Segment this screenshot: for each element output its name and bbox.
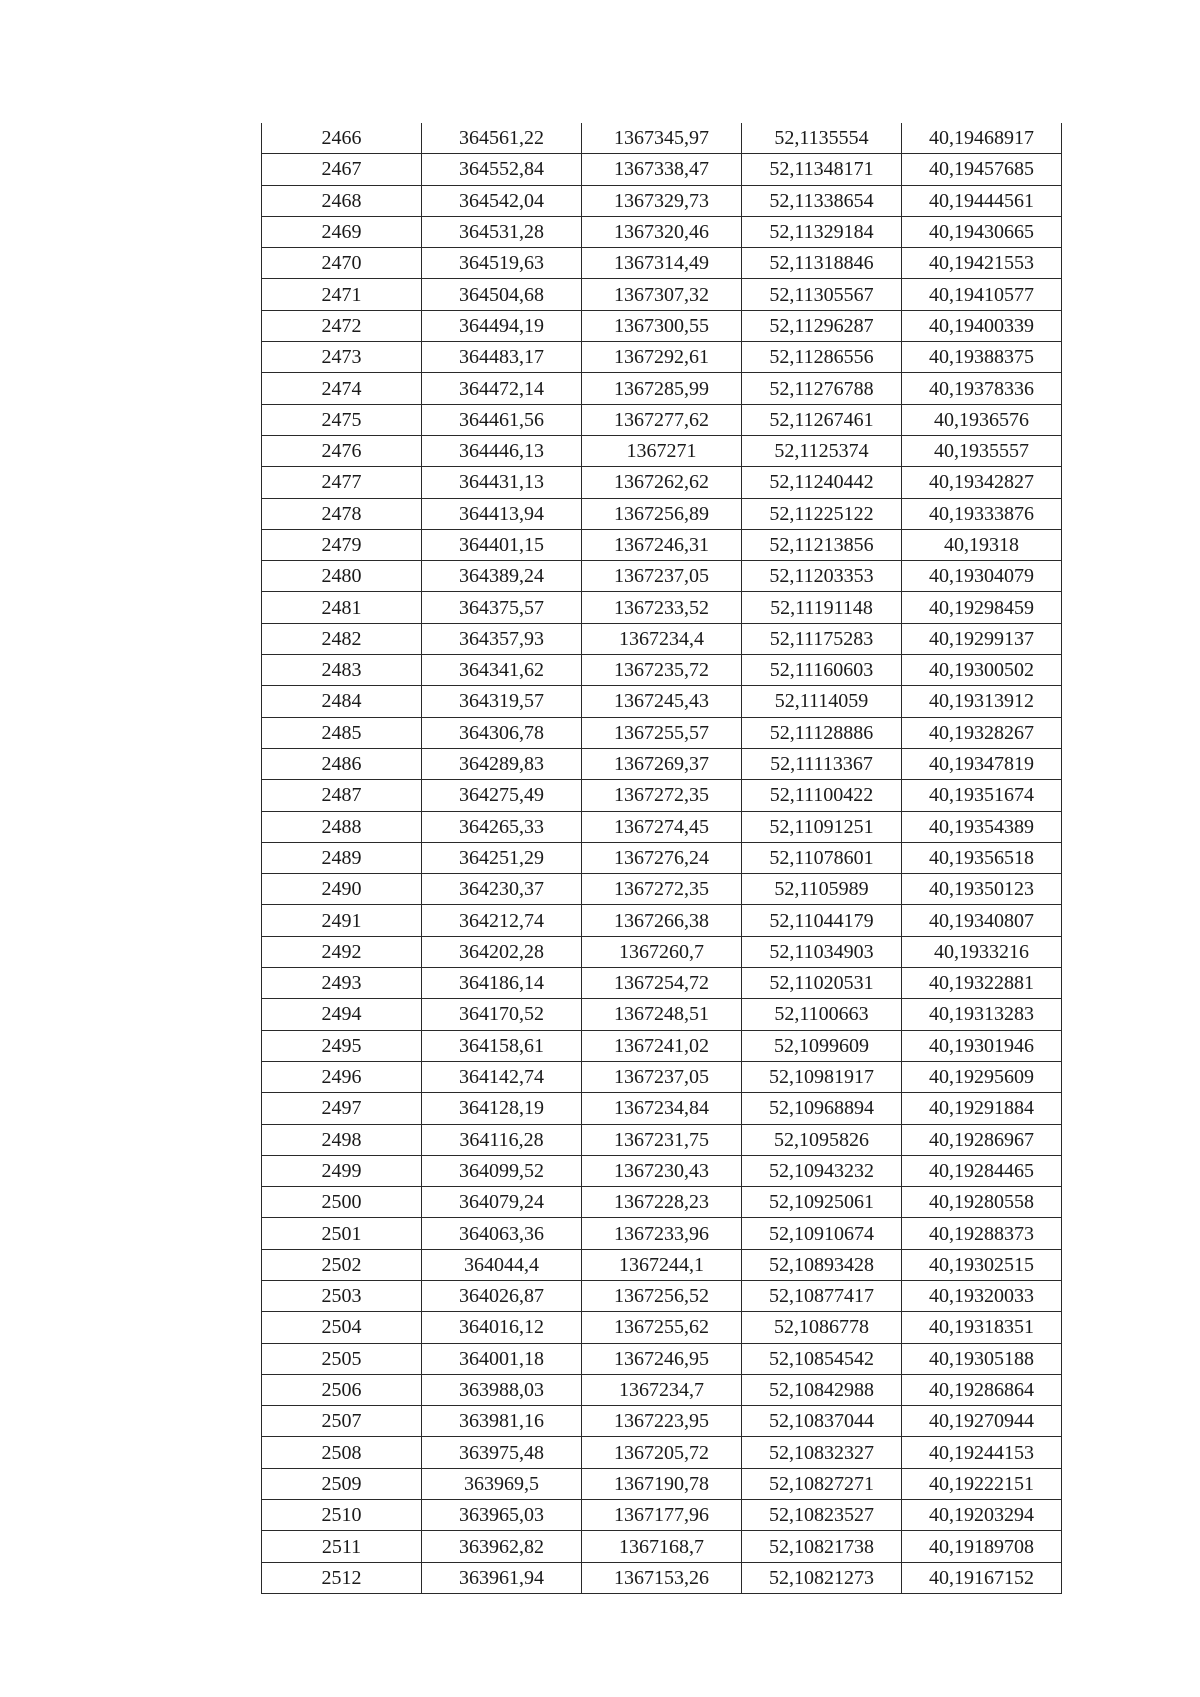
table-row [262, 1218, 1062, 1249]
table-row [262, 780, 1062, 811]
x-coordinate-cell: 364128,19 [422, 1093, 582, 1124]
point-number-cell: 2491 [262, 905, 422, 936]
table-row [262, 968, 1062, 999]
latitude-cell: 52,11128886 [742, 717, 902, 748]
y-coordinate-cell: 1367260,7 [582, 936, 742, 967]
point-number-cell: 2484 [262, 686, 422, 717]
y-coordinate-cell: 1367233,96 [582, 1218, 742, 1249]
longitude-cell: 40,19354389 [902, 811, 1062, 842]
latitude-cell: 52,11329184 [742, 216, 902, 247]
y-coordinate-cell: 1367255,62 [582, 1312, 742, 1343]
latitude-cell: 52,10877417 [742, 1280, 902, 1311]
table-row [262, 1437, 1062, 1468]
y-coordinate-cell: 1367244,1 [582, 1249, 742, 1280]
table-row [262, 1093, 1062, 1124]
table-row [262, 279, 1062, 310]
table-row [262, 1500, 1062, 1531]
table-row [262, 936, 1062, 967]
y-coordinate-cell: 1367248,51 [582, 999, 742, 1030]
longitude-cell: 40,19340807 [902, 905, 1062, 936]
x-coordinate-cell: 364319,57 [422, 686, 582, 717]
longitude-cell: 40,19318351 [902, 1312, 1062, 1343]
longitude-cell: 40,1936576 [902, 404, 1062, 435]
table-row [262, 123, 1062, 154]
longitude-cell: 40,19304079 [902, 561, 1062, 592]
longitude-cell: 40,19302515 [902, 1249, 1062, 1280]
point-number-cell: 2467 [262, 154, 422, 185]
latitude-cell: 52,1099609 [742, 1030, 902, 1061]
longitude-cell: 40,19288373 [902, 1218, 1062, 1249]
table-row [262, 592, 1062, 623]
latitude-cell: 52,11203353 [742, 561, 902, 592]
longitude-cell: 40,19421553 [902, 248, 1062, 279]
latitude-cell: 52,11338654 [742, 185, 902, 216]
point-number-cell: 2487 [262, 780, 422, 811]
latitude-cell: 52,1105989 [742, 874, 902, 905]
longitude-cell: 40,19305188 [902, 1343, 1062, 1374]
table-row [262, 248, 1062, 279]
y-coordinate-cell: 1367314,49 [582, 248, 742, 279]
table-row [262, 435, 1062, 466]
point-number-cell: 2493 [262, 968, 422, 999]
x-coordinate-cell: 364357,93 [422, 623, 582, 654]
x-coordinate-cell: 364099,52 [422, 1155, 582, 1186]
table-row [262, 874, 1062, 905]
x-coordinate-cell: 364552,84 [422, 154, 582, 185]
latitude-cell: 52,1135554 [742, 123, 902, 154]
point-number-cell: 2496 [262, 1061, 422, 1092]
y-coordinate-cell: 1367168,7 [582, 1531, 742, 1562]
table-row [262, 1531, 1062, 1562]
longitude-cell: 40,19342827 [902, 467, 1062, 498]
y-coordinate-cell: 1367300,55 [582, 310, 742, 341]
latitude-cell: 52,11191148 [742, 592, 902, 623]
latitude-cell: 52,10854542 [742, 1343, 902, 1374]
point-number-cell: 2500 [262, 1187, 422, 1218]
table-row [262, 905, 1062, 936]
x-coordinate-cell: 364341,62 [422, 655, 582, 686]
table-row [262, 842, 1062, 873]
latitude-cell: 52,11296287 [742, 310, 902, 341]
longitude-cell: 40,19286864 [902, 1374, 1062, 1405]
x-coordinate-cell: 364519,63 [422, 248, 582, 279]
y-coordinate-cell: 1367256,52 [582, 1280, 742, 1311]
x-coordinate-cell: 363981,16 [422, 1406, 582, 1437]
x-coordinate-cell: 364001,18 [422, 1343, 582, 1374]
y-coordinate-cell: 1367190,78 [582, 1468, 742, 1499]
latitude-cell: 52,10925061 [742, 1187, 902, 1218]
point-number-cell: 2498 [262, 1124, 422, 1155]
x-coordinate-cell: 364063,36 [422, 1218, 582, 1249]
x-coordinate-cell: 363961,94 [422, 1562, 582, 1593]
point-number-cell: 2485 [262, 717, 422, 748]
x-coordinate-cell: 364016,12 [422, 1312, 582, 1343]
longitude-cell: 40,19167152 [902, 1562, 1062, 1593]
longitude-cell: 40,19328267 [902, 717, 1062, 748]
table-row [262, 811, 1062, 842]
x-coordinate-cell: 364375,57 [422, 592, 582, 623]
latitude-cell: 52,1086778 [742, 1312, 902, 1343]
y-coordinate-cell: 1367235,72 [582, 655, 742, 686]
longitude-cell: 40,19313912 [902, 686, 1062, 717]
longitude-cell: 40,1935557 [902, 435, 1062, 466]
table-row [262, 1155, 1062, 1186]
latitude-cell: 52,1100663 [742, 999, 902, 1030]
latitude-cell: 52,10821738 [742, 1531, 902, 1562]
x-coordinate-cell: 364401,15 [422, 529, 582, 560]
point-number-cell: 2509 [262, 1468, 422, 1499]
x-coordinate-cell: 364212,74 [422, 905, 582, 936]
longitude-cell: 40,19351674 [902, 780, 1062, 811]
table-row [262, 1187, 1062, 1218]
y-coordinate-cell: 1367285,99 [582, 373, 742, 404]
latitude-cell: 52,11305567 [742, 279, 902, 310]
y-coordinate-cell: 1367153,26 [582, 1562, 742, 1593]
y-coordinate-cell: 1367256,89 [582, 498, 742, 529]
longitude-cell: 40,19300502 [902, 655, 1062, 686]
y-coordinate-cell: 1367237,05 [582, 561, 742, 592]
y-coordinate-cell: 1367230,43 [582, 1155, 742, 1186]
longitude-cell: 40,19430665 [902, 216, 1062, 247]
latitude-cell: 52,11286556 [742, 342, 902, 373]
x-coordinate-cell: 364026,87 [422, 1280, 582, 1311]
y-coordinate-cell: 1367276,24 [582, 842, 742, 873]
longitude-cell: 40,19298459 [902, 592, 1062, 623]
longitude-cell: 40,19189708 [902, 1531, 1062, 1562]
y-coordinate-cell: 1367262,62 [582, 467, 742, 498]
coordinate-table-page [261, 123, 1061, 1594]
x-coordinate-cell: 364461,56 [422, 404, 582, 435]
x-coordinate-cell: 364494,19 [422, 310, 582, 341]
table-row [262, 655, 1062, 686]
table-row [262, 717, 1062, 748]
longitude-cell: 40,19318 [902, 529, 1062, 560]
coordinate-table [261, 123, 1062, 1594]
y-coordinate-cell: 1367246,95 [582, 1343, 742, 1374]
longitude-cell: 40,19322881 [902, 968, 1062, 999]
point-number-cell: 2483 [262, 655, 422, 686]
latitude-cell: 52,10832327 [742, 1437, 902, 1468]
x-coordinate-cell: 364044,4 [422, 1249, 582, 1280]
x-coordinate-cell: 364186,14 [422, 968, 582, 999]
y-coordinate-cell: 1367338,47 [582, 154, 742, 185]
longitude-cell: 40,19270944 [902, 1406, 1062, 1437]
longitude-cell: 40,19295609 [902, 1061, 1062, 1092]
point-number-cell: 2480 [262, 561, 422, 592]
y-coordinate-cell: 1367234,4 [582, 623, 742, 654]
longitude-cell: 40,19444561 [902, 185, 1062, 216]
point-number-cell: 2468 [262, 185, 422, 216]
point-number-cell: 2512 [262, 1562, 422, 1593]
point-number-cell: 2474 [262, 373, 422, 404]
y-coordinate-cell: 1367272,35 [582, 780, 742, 811]
y-coordinate-cell: 1367274,45 [582, 811, 742, 842]
point-number-cell: 2471 [262, 279, 422, 310]
coordinate-table-body [262, 123, 1062, 1593]
table-row [262, 1312, 1062, 1343]
point-number-cell: 2494 [262, 999, 422, 1030]
y-coordinate-cell: 1367320,46 [582, 216, 742, 247]
longitude-cell: 40,19203294 [902, 1500, 1062, 1531]
x-coordinate-cell: 364116,28 [422, 1124, 582, 1155]
x-coordinate-cell: 364079,24 [422, 1187, 582, 1218]
longitude-cell: 40,19378336 [902, 373, 1062, 404]
point-number-cell: 2479 [262, 529, 422, 560]
x-coordinate-cell: 364306,78 [422, 717, 582, 748]
longitude-cell: 40,19284465 [902, 1155, 1062, 1186]
point-number-cell: 2489 [262, 842, 422, 873]
y-coordinate-cell: 1367271 [582, 435, 742, 466]
latitude-cell: 52,1095826 [742, 1124, 902, 1155]
longitude-cell: 40,19313283 [902, 999, 1062, 1030]
point-number-cell: 2466 [262, 123, 422, 154]
table-row [262, 310, 1062, 341]
x-coordinate-cell: 364542,04 [422, 185, 582, 216]
latitude-cell: 52,10943232 [742, 1155, 902, 1186]
point-number-cell: 2490 [262, 874, 422, 905]
table-row [262, 216, 1062, 247]
table-row [262, 748, 1062, 779]
latitude-cell: 52,11160603 [742, 655, 902, 686]
point-number-cell: 2507 [262, 1406, 422, 1437]
latitude-cell: 52,11267461 [742, 404, 902, 435]
x-coordinate-cell: 364230,37 [422, 874, 582, 905]
y-coordinate-cell: 1367329,73 [582, 185, 742, 216]
latitude-cell: 52,10910674 [742, 1218, 902, 1249]
latitude-cell: 52,11175283 [742, 623, 902, 654]
y-coordinate-cell: 1367255,57 [582, 717, 742, 748]
longitude-cell: 40,19388375 [902, 342, 1062, 373]
latitude-cell: 52,10821273 [742, 1562, 902, 1593]
point-number-cell: 2475 [262, 404, 422, 435]
y-coordinate-cell: 1367241,02 [582, 1030, 742, 1061]
longitude-cell: 40,19301946 [902, 1030, 1062, 1061]
y-coordinate-cell: 1367228,23 [582, 1187, 742, 1218]
point-number-cell: 2482 [262, 623, 422, 654]
x-coordinate-cell: 364265,33 [422, 811, 582, 842]
point-number-cell: 2470 [262, 248, 422, 279]
point-number-cell: 2472 [262, 310, 422, 341]
longitude-cell: 40,19350123 [902, 874, 1062, 905]
latitude-cell: 52,11091251 [742, 811, 902, 842]
point-number-cell: 2505 [262, 1343, 422, 1374]
point-number-cell: 2510 [262, 1500, 422, 1531]
point-number-cell: 2511 [262, 1531, 422, 1562]
longitude-cell: 40,19280558 [902, 1187, 1062, 1218]
x-coordinate-cell: 364483,17 [422, 342, 582, 373]
latitude-cell: 52,1114059 [742, 686, 902, 717]
table-row [262, 686, 1062, 717]
longitude-cell: 40,19457685 [902, 154, 1062, 185]
point-number-cell: 2486 [262, 748, 422, 779]
latitude-cell: 52,11318846 [742, 248, 902, 279]
table-row [262, 498, 1062, 529]
table-row [262, 1374, 1062, 1405]
point-number-cell: 2481 [262, 592, 422, 623]
x-coordinate-cell: 363962,82 [422, 1531, 582, 1562]
x-coordinate-cell: 364251,29 [422, 842, 582, 873]
latitude-cell: 52,10837044 [742, 1406, 902, 1437]
table-row [262, 404, 1062, 435]
latitude-cell: 52,11020531 [742, 968, 902, 999]
point-number-cell: 2477 [262, 467, 422, 498]
latitude-cell: 52,11240442 [742, 467, 902, 498]
table-row [262, 999, 1062, 1030]
x-coordinate-cell: 364504,68 [422, 279, 582, 310]
latitude-cell: 52,10823527 [742, 1500, 902, 1531]
x-coordinate-cell: 364431,13 [422, 467, 582, 498]
table-row [262, 373, 1062, 404]
latitude-cell: 52,11100422 [742, 780, 902, 811]
x-coordinate-cell: 364446,13 [422, 435, 582, 466]
latitude-cell: 52,11113367 [742, 748, 902, 779]
y-coordinate-cell: 1367246,31 [582, 529, 742, 560]
point-number-cell: 2501 [262, 1218, 422, 1249]
y-coordinate-cell: 1367307,32 [582, 279, 742, 310]
x-coordinate-cell: 364202,28 [422, 936, 582, 967]
point-number-cell: 2492 [262, 936, 422, 967]
x-coordinate-cell: 364389,24 [422, 561, 582, 592]
x-coordinate-cell: 364472,14 [422, 373, 582, 404]
table-row [262, 185, 1062, 216]
longitude-cell: 40,19222151 [902, 1468, 1062, 1499]
latitude-cell: 52,10968894 [742, 1093, 902, 1124]
point-number-cell: 2473 [262, 342, 422, 373]
point-number-cell: 2478 [262, 498, 422, 529]
latitude-cell: 52,11034903 [742, 936, 902, 967]
y-coordinate-cell: 1367277,62 [582, 404, 742, 435]
latitude-cell: 52,10981917 [742, 1061, 902, 1092]
longitude-cell: 40,19410577 [902, 279, 1062, 310]
y-coordinate-cell: 1367234,84 [582, 1093, 742, 1124]
table-row [262, 1061, 1062, 1092]
point-number-cell: 2497 [262, 1093, 422, 1124]
longitude-cell: 40,19400339 [902, 310, 1062, 341]
x-coordinate-cell: 364561,22 [422, 123, 582, 154]
y-coordinate-cell: 1367345,97 [582, 123, 742, 154]
latitude-cell: 52,10893428 [742, 1249, 902, 1280]
x-coordinate-cell: 363988,03 [422, 1374, 582, 1405]
x-coordinate-cell: 364289,83 [422, 748, 582, 779]
latitude-cell: 52,11276788 [742, 373, 902, 404]
table-row [262, 154, 1062, 185]
y-coordinate-cell: 1367237,05 [582, 1061, 742, 1092]
y-coordinate-cell: 1367177,96 [582, 1500, 742, 1531]
table-row [262, 1562, 1062, 1593]
longitude-cell: 40,19468917 [902, 123, 1062, 154]
point-number-cell: 2488 [262, 811, 422, 842]
latitude-cell: 52,11078601 [742, 842, 902, 873]
x-coordinate-cell: 364275,49 [422, 780, 582, 811]
table-row [262, 1124, 1062, 1155]
latitude-cell: 52,11213856 [742, 529, 902, 560]
y-coordinate-cell: 1367234,7 [582, 1374, 742, 1405]
y-coordinate-cell: 1367205,72 [582, 1437, 742, 1468]
x-coordinate-cell: 363965,03 [422, 1500, 582, 1531]
longitude-cell: 40,19320033 [902, 1280, 1062, 1311]
y-coordinate-cell: 1367245,43 [582, 686, 742, 717]
table-row [262, 1468, 1062, 1499]
longitude-cell: 40,1933216 [902, 936, 1062, 967]
point-number-cell: 2476 [262, 435, 422, 466]
table-row [262, 561, 1062, 592]
x-coordinate-cell: 363969,5 [422, 1468, 582, 1499]
y-coordinate-cell: 1367292,61 [582, 342, 742, 373]
x-coordinate-cell: 364531,28 [422, 216, 582, 247]
point-number-cell: 2508 [262, 1437, 422, 1468]
table-row [262, 342, 1062, 373]
point-number-cell: 2506 [262, 1374, 422, 1405]
point-number-cell: 2503 [262, 1280, 422, 1311]
longitude-cell: 40,19356518 [902, 842, 1062, 873]
table-row [262, 1343, 1062, 1374]
table-row [262, 623, 1062, 654]
longitude-cell: 40,19299137 [902, 623, 1062, 654]
longitude-cell: 40,19291884 [902, 1093, 1062, 1124]
x-coordinate-cell: 364413,94 [422, 498, 582, 529]
longitude-cell: 40,19286967 [902, 1124, 1062, 1155]
x-coordinate-cell: 363975,48 [422, 1437, 582, 1468]
point-number-cell: 2504 [262, 1312, 422, 1343]
point-number-cell: 2502 [262, 1249, 422, 1280]
y-coordinate-cell: 1367233,52 [582, 592, 742, 623]
longitude-cell: 40,19244153 [902, 1437, 1062, 1468]
latitude-cell: 52,10827271 [742, 1468, 902, 1499]
point-number-cell: 2469 [262, 216, 422, 247]
x-coordinate-cell: 364142,74 [422, 1061, 582, 1092]
point-number-cell: 2499 [262, 1155, 422, 1186]
y-coordinate-cell: 1367223,95 [582, 1406, 742, 1437]
x-coordinate-cell: 364158,61 [422, 1030, 582, 1061]
latitude-cell: 52,10842988 [742, 1374, 902, 1405]
latitude-cell: 52,11044179 [742, 905, 902, 936]
longitude-cell: 40,19333876 [902, 498, 1062, 529]
y-coordinate-cell: 1367272,35 [582, 874, 742, 905]
point-number-cell: 2495 [262, 1030, 422, 1061]
x-coordinate-cell: 364170,52 [422, 999, 582, 1030]
longitude-cell: 40,19347819 [902, 748, 1062, 779]
y-coordinate-cell: 1367266,38 [582, 905, 742, 936]
y-coordinate-cell: 1367269,37 [582, 748, 742, 779]
table-row [262, 1249, 1062, 1280]
table-row [262, 1280, 1062, 1311]
table-row [262, 1030, 1062, 1061]
latitude-cell: 52,11225122 [742, 498, 902, 529]
latitude-cell: 52,11348171 [742, 154, 902, 185]
y-coordinate-cell: 1367231,75 [582, 1124, 742, 1155]
table-row [262, 467, 1062, 498]
table-row [262, 529, 1062, 560]
y-coordinate-cell: 1367254,72 [582, 968, 742, 999]
table-row [262, 1406, 1062, 1437]
latitude-cell: 52,1125374 [742, 435, 902, 466]
